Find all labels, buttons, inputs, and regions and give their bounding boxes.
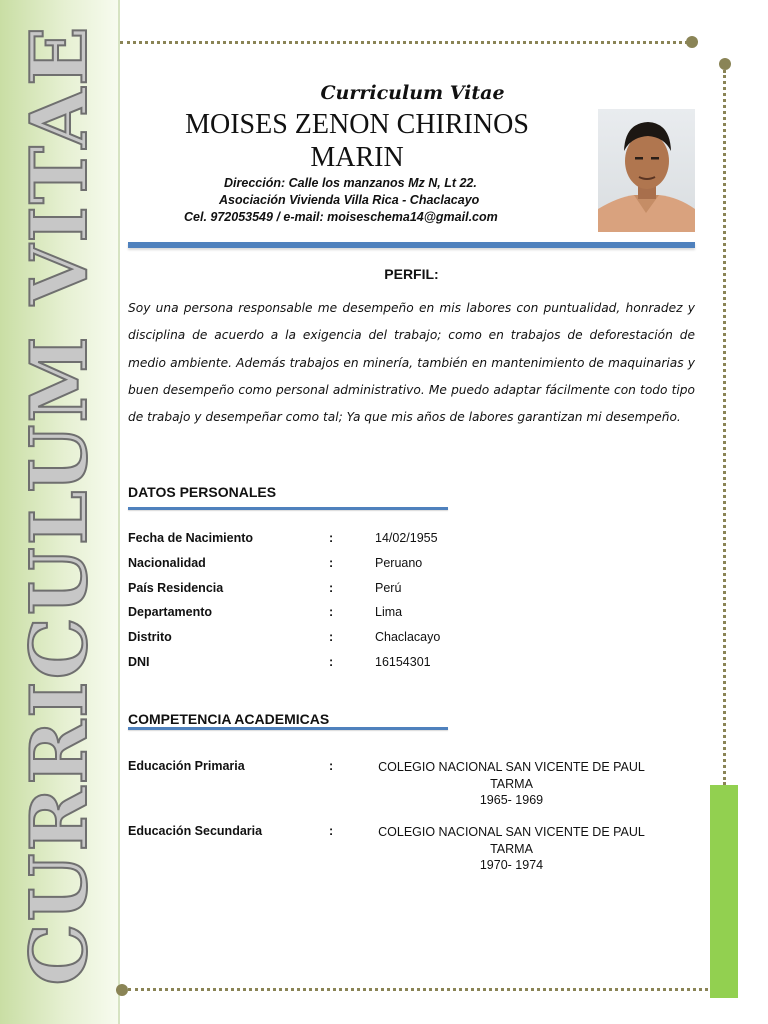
personal-row: [128, 556, 695, 576]
right-top-knob: [719, 58, 731, 70]
personal-row: [128, 630, 695, 650]
school-name: COLEGIO NACIONAL SAN VICENTE DE PAUL: [378, 825, 645, 839]
personal-row: [128, 531, 695, 551]
contact-line: Cel. 972053549 / e-mail: moiseschema14@gmail.com: [184, 210, 498, 224]
side-banner-title: CURRICULUM VITAE: [13, 24, 105, 986]
personal-value: 16154301: [375, 655, 431, 669]
school-city: TARMA: [490, 776, 533, 791]
personal-label: País Residencia: [128, 581, 224, 595]
separator: :: [329, 605, 334, 619]
profile-text: Soy una persona responsable me desempeño en mis labores con puntualidad, honradez y disciplina de acuerdo a la exigencia del trabajo; como en trabajos de deforestación de medio ambiente. Además trabajos en minería, también en mantenimiento de maquinarias y buen desempeño como personal administrativo. Me puedo adaptar fácilmente con todo tipo de trabajo y desempeñar como tal; Ya que mis años de labores garantizan mi desempeño.: [128, 301, 695, 425]
school-info: [374, 824, 649, 874]
school-city: TARMA: [490, 841, 533, 856]
school-info: [374, 759, 649, 809]
academic-rule: [128, 727, 448, 730]
education-label: Educación Secundaria: [128, 824, 263, 838]
separator: :: [329, 824, 334, 838]
separator: :: [329, 759, 334, 773]
profile-title: PERFIL:: [384, 266, 439, 282]
personal-value: Lima: [375, 605, 403, 619]
bottom-dotted-border: [128, 988, 708, 991]
separator: :: [329, 531, 334, 545]
education-label: Educación Primaria: [128, 759, 245, 773]
address-line-1: Dirección: Calle los manzanos Mz N, Lt 22.: [224, 176, 477, 190]
personal-value: Chaclacayo: [375, 630, 441, 644]
school-name: COLEGIO NACIONAL SAN VICENTE DE PAUL: [378, 760, 645, 774]
address-line-2: Asociación Vivienda Villa Rica - Chaclacayo: [219, 193, 480, 207]
school-years: 1970- 1974: [479, 858, 544, 872]
personal-data-title: DATOS PERSONALES: [128, 484, 277, 500]
personal-label: Distrito: [128, 630, 172, 644]
personal-data-rule: [128, 507, 448, 510]
personal-row: [128, 605, 695, 625]
personal-label: DNI: [128, 655, 150, 669]
top-dotted-border: [120, 41, 688, 44]
personal-label: Fecha de Nacimiento: [128, 531, 254, 545]
profile-photo: [598, 109, 695, 232]
personal-row: [128, 581, 695, 601]
separator: :: [329, 655, 334, 669]
bottom-left-knob: [116, 984, 128, 996]
candidate-name: MOISES ZENON CHIRINOS MARIN: [185, 109, 529, 173]
separator: :: [329, 581, 334, 595]
cv-label: Curriculum Vitae: [320, 82, 505, 104]
top-right-knob: [686, 36, 698, 48]
personal-label: Departamento: [128, 605, 213, 619]
personal-value: Peruano: [375, 556, 423, 570]
personal-row: [128, 655, 695, 675]
header-divider: [128, 242, 695, 248]
green-accent-bar: [710, 785, 738, 998]
side-banner: [0, 0, 120, 1024]
personal-value: 14/02/1955: [375, 531, 438, 545]
separator: :: [329, 630, 334, 644]
personal-label: Nacionalidad: [128, 556, 206, 570]
academic-title: COMPETENCIA ACADEMICAS: [128, 711, 330, 727]
personal-value: Perú: [375, 581, 402, 595]
separator: :: [329, 556, 334, 570]
school-years: 1965- 1969: [479, 793, 544, 807]
